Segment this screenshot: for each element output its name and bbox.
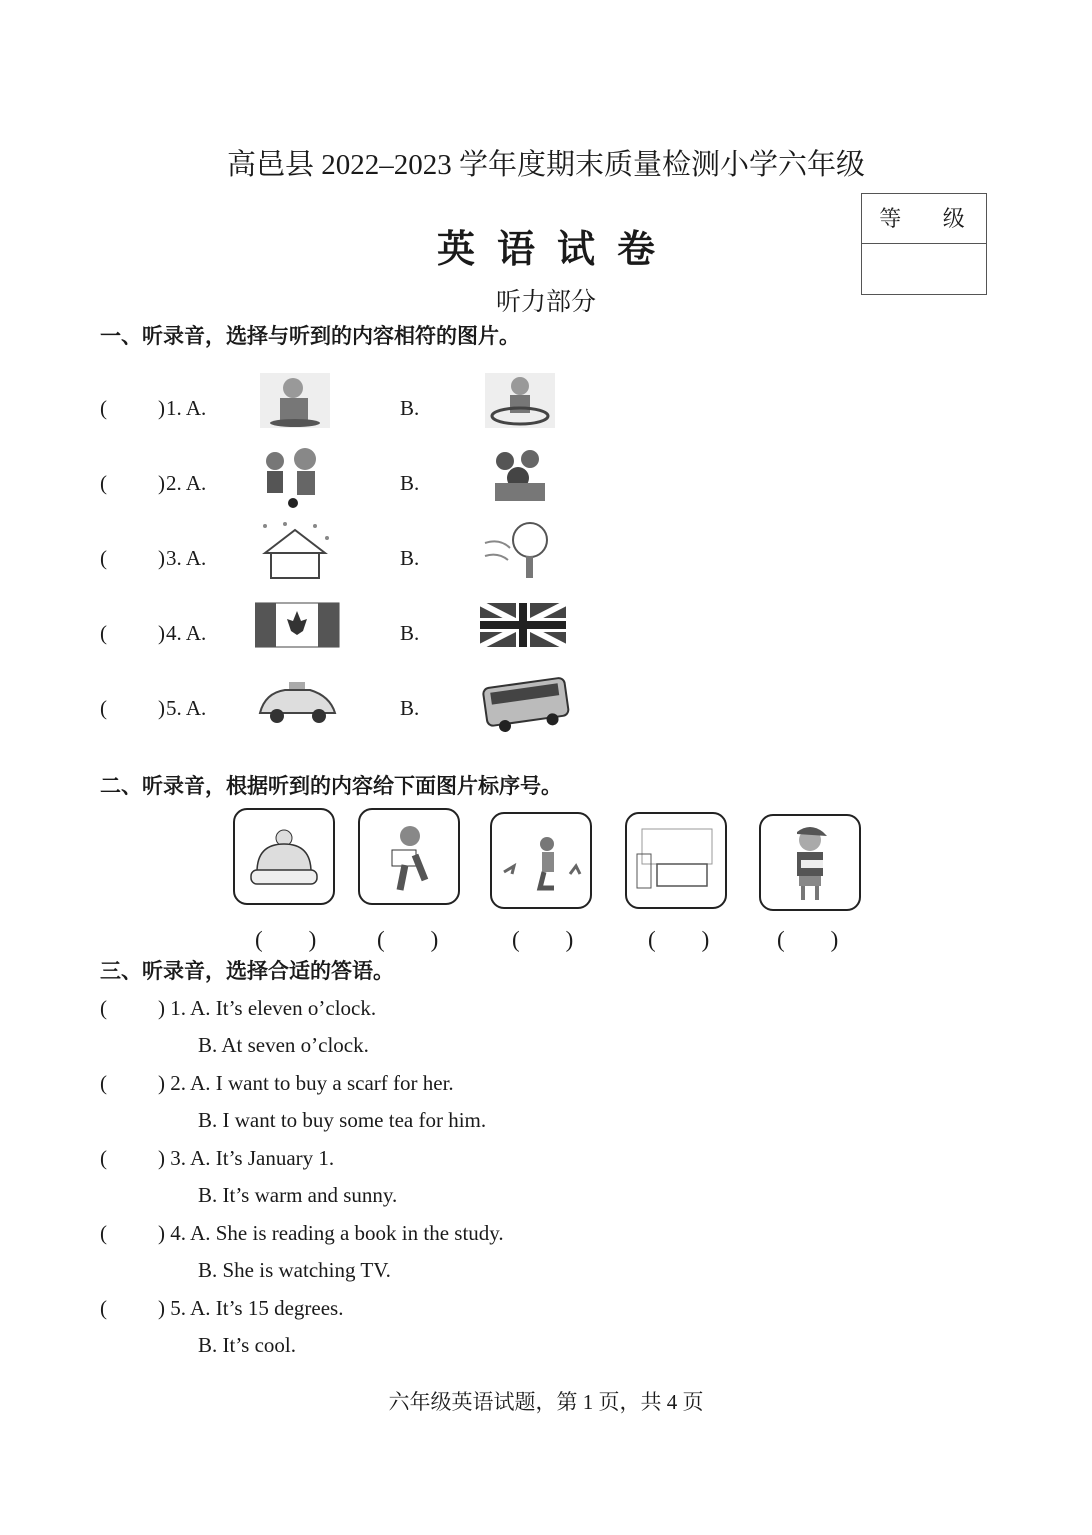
boy-planting-icon [492,894,590,911]
answer-paren-close: ) [158,396,165,420]
exam-subtitle: 英语试卷 [436,229,677,271]
option-a: ) 3. A. It’s January 1. [158,1146,335,1170]
injured-boy-card [759,814,861,911]
answer-blank[interactable]: ( ) [648,927,710,952]
section2-heading: 二、听录音，根据听到的内容给下面图片标序号。 [100,774,562,798]
answer-blank[interactable]: ( ) [777,927,839,952]
answer-blank[interactable]: ( ) [377,927,439,952]
question-row [100,471,260,501]
answer-paren-close: ) [158,471,165,495]
boy-reading-icon [360,890,458,907]
bedroom-card [625,812,727,909]
question-number: 5. A. [166,696,207,720]
grade-value[interactable] [862,244,986,294]
answer-paren-open[interactable]: ( [100,996,107,1020]
boys-playing-football-icon[interactable] [255,443,345,513]
question-row [100,396,260,426]
answer-paren-open[interactable]: ( [100,471,107,495]
option-b: B. It’s cool. [198,1333,296,1357]
answer-paren-close: ) [158,621,165,645]
girl-eating-icon[interactable] [255,368,345,438]
answer-paren-close: ) [158,546,165,570]
bus-icon[interactable] [480,668,572,738]
exam-title: 高邑县 2022–2023 学年度期末质量检测小学六年级 [226,149,865,181]
option-a: ) 1. A. It’s eleven o’clock. [158,996,377,1020]
question-number: 3. A. [166,546,207,570]
section3-heading: 三、听录音，选择合适的答语。 [100,959,394,983]
answer-paren-open[interactable]: ( [100,1146,107,1170]
part-heading: 听力部分 [495,287,596,316]
question-row [100,546,260,576]
option-b-label: B. [400,546,420,570]
option-b: B. At seven o’clock. [198,1033,369,1057]
answer-paren-open[interactable]: ( [100,696,107,720]
winter-hat-card [233,808,335,905]
snowy-house-icon[interactable] [255,518,345,588]
girl-washing-dishes-icon[interactable] [480,368,572,438]
option-a: ) 4. A. She is reading a book in the study. [158,1221,504,1245]
question-number: 4. A. [166,621,207,645]
boy-reading-card [358,808,460,905]
answer-blank[interactable]: ( ) [512,927,574,952]
option-b: B. It’s warm and sunny. [198,1183,398,1207]
canada-flag-icon[interactable] [255,593,345,663]
question-row [100,696,260,726]
option-b-label: B. [400,471,420,495]
option-b-label: B. [400,696,420,720]
answer-paren-open[interactable]: ( [100,1071,107,1095]
section1-heading: 一、听录音，选择与听到的内容相符的图片。 [100,324,520,348]
question-number: 1. A. [166,396,207,420]
grade-box [861,193,987,295]
question-row [100,621,260,651]
answer-paren-open[interactable]: ( [100,1296,107,1320]
answer-paren-open[interactable]: ( [100,621,107,645]
uk-flag-icon[interactable] [480,593,572,663]
windy-tree-icon[interactable] [480,518,572,588]
page-footer: 六年级英语试题，第 1 页，共 4 页 [388,1390,704,1414]
winter-hat-icon [235,890,333,907]
option-b-label: B. [400,396,420,420]
option-b: B. She is watching TV. [198,1258,391,1282]
option-a: ) 5. A. It’s 15 degrees. [158,1296,344,1320]
option-a: ) 2. A. I want to buy a scarf for her. [158,1071,454,1095]
bedroom-icon [627,894,725,911]
answer-paren-open[interactable]: ( [100,546,107,570]
answer-paren-open[interactable]: ( [100,396,107,420]
answer-paren-close: ) [158,696,165,720]
question-number: 2. A. [166,471,207,495]
injured-boy-icon [761,896,859,913]
option-b: B. I want to buy some tea for him. [198,1108,487,1132]
kids-group-icon[interactable] [480,443,572,513]
boy-planting-card [490,812,592,909]
option-b-label: B. [400,621,420,645]
taxi-icon[interactable] [255,668,345,738]
answer-blank[interactable]: ( ) [255,927,317,952]
answer-paren-open[interactable]: ( [100,1221,107,1245]
grade-label: 等 级 [862,194,986,244]
